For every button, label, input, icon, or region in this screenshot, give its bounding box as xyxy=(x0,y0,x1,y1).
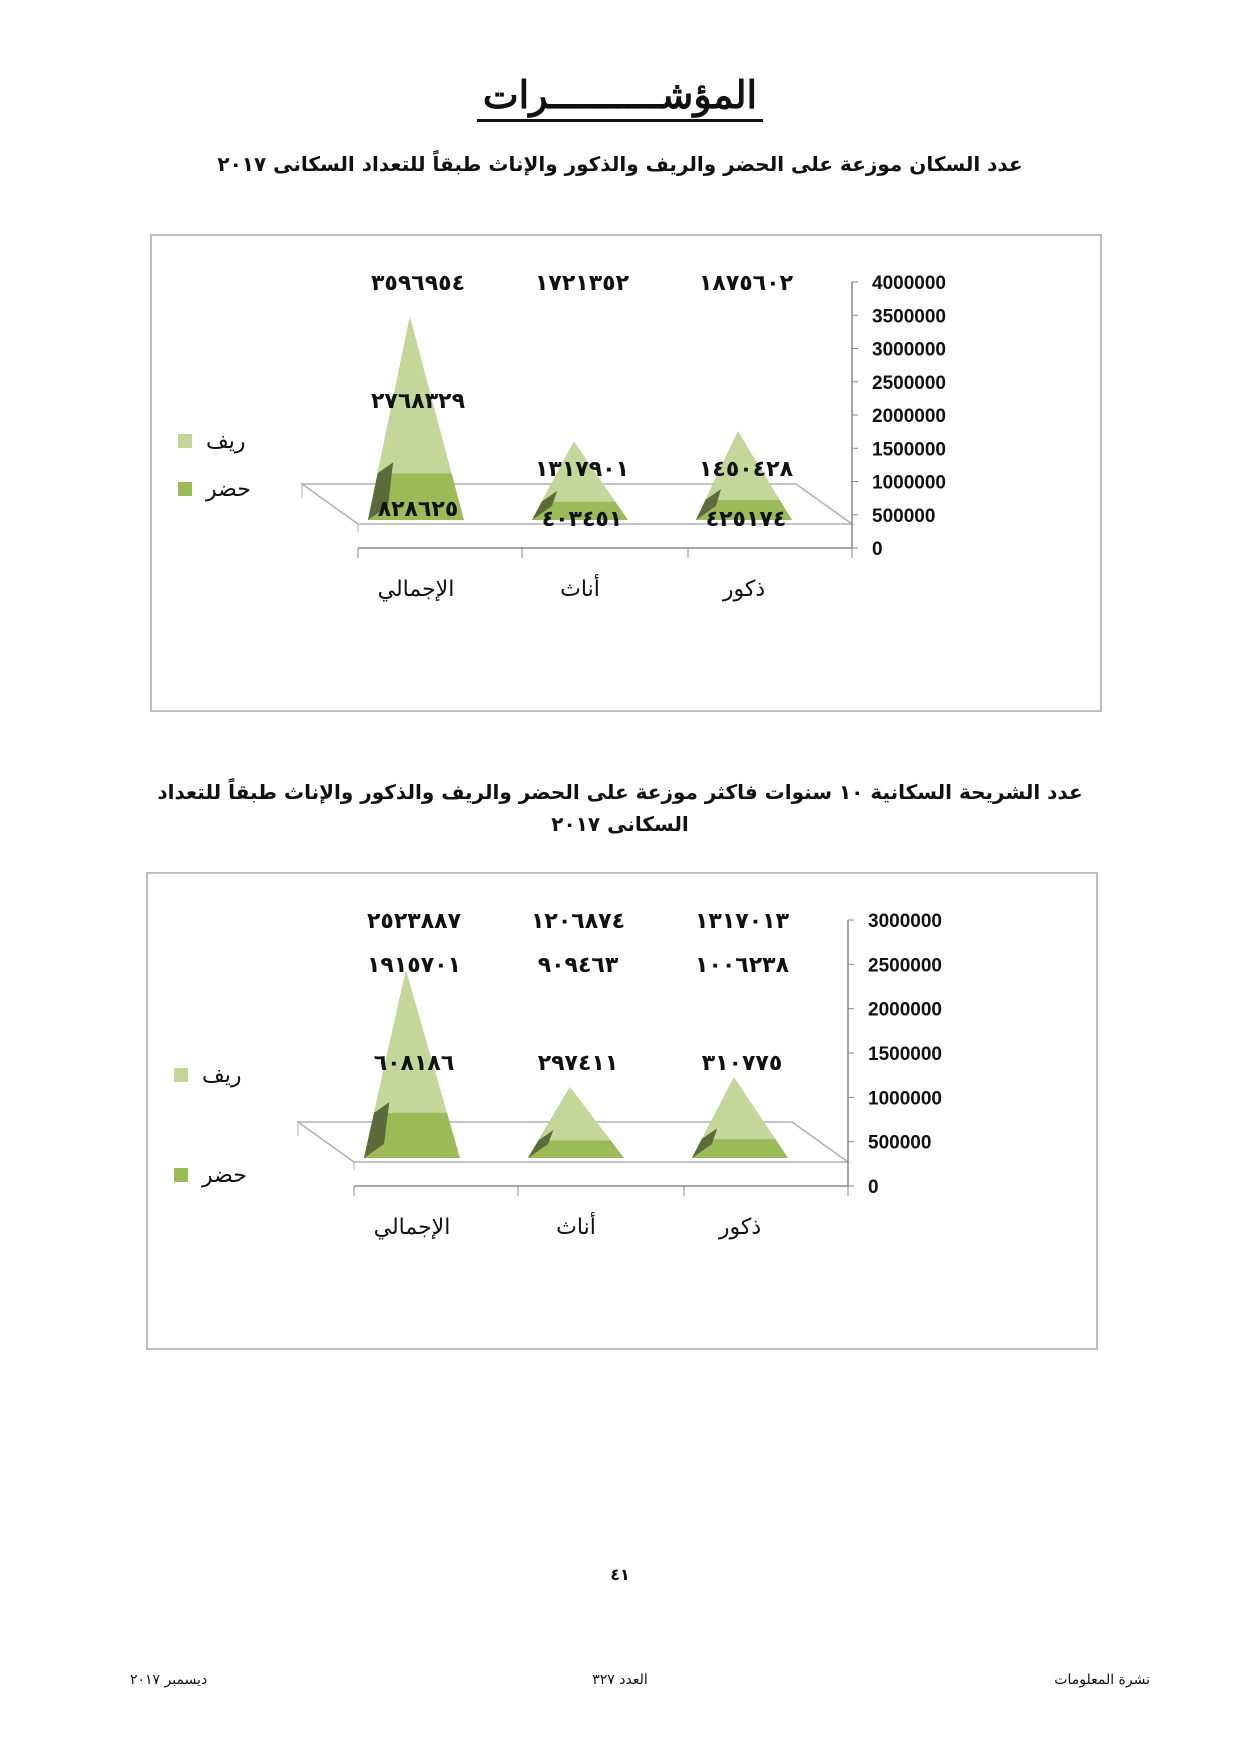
total-value-label: ٢٥٢٣٨٨٧ xyxy=(367,909,461,934)
rural-value-label: ٩٠٩٤٦٣ xyxy=(537,953,619,978)
y-tick-label: 4000000 xyxy=(872,273,946,294)
y-tick-label: 2000000 xyxy=(868,999,942,1021)
rural-value-label: ٢٧٦٨٣٢٩ xyxy=(371,389,465,414)
chart-2-title: عدد الشريحة السكانية ١٠ سنوات فاكثر موزعة على الحضر والريف والذكور والإناث طبقاً للتعداد السكانى ٢٠١٧ xyxy=(157,780,1083,836)
urban-value-label: ٨٢٨٦٢٥ xyxy=(377,497,459,522)
urban-value-label: ٢٩٧٤١١ xyxy=(537,1051,619,1076)
total-value-label: ١٨٧٥٦٠٢ xyxy=(699,271,793,296)
total-value-label: ٣٥٩٦٩٥٤ xyxy=(371,271,465,296)
y-tick-label: 0 xyxy=(872,539,883,560)
legend-label: حضر xyxy=(202,1163,247,1188)
chart-1-svg xyxy=(152,236,1100,710)
chart-1-title: عدد السكان موزعة على الحضر والريف والذكور والإناث طبقاً للتعداد السكانى ٢٠١٧ xyxy=(217,152,1023,176)
rural-value-label: ١٠٠٦٢٣٨ xyxy=(695,953,789,978)
total-value-label: ١٧٢١٣٥٢ xyxy=(535,271,629,296)
y-tick-label: 3000000 xyxy=(868,911,942,932)
category-label: أناث xyxy=(556,1215,596,1240)
pyramid-rural-segment xyxy=(702,1077,775,1139)
legend-swatch xyxy=(178,482,192,496)
chart-2-frame xyxy=(146,872,1098,1350)
chart-2-svg xyxy=(148,874,1096,1348)
y-tick-label: 500000 xyxy=(872,505,936,527)
legend-label: ريف xyxy=(206,429,246,454)
chart-1-frame xyxy=(150,234,1102,712)
pyramid-rural-segment xyxy=(374,970,447,1112)
category-label: أناث xyxy=(560,577,600,602)
legend-swatch xyxy=(174,1168,188,1182)
rural-value-label: ١٣١٧٩٠١ xyxy=(535,457,629,482)
urban-value-label: ٤٢٥١٧٤ xyxy=(705,507,787,532)
page-number: ٤١ xyxy=(610,1565,630,1584)
urban-value-label: ٦٠٨١٨٦ xyxy=(373,1051,455,1076)
y-tick-label: 0 xyxy=(868,1177,879,1198)
total-value-label: ١٢٠٦٨٧٤ xyxy=(531,909,625,934)
page-heading-text: المؤشــــــــــرات xyxy=(477,72,763,122)
page-heading xyxy=(0,72,1240,117)
y-tick-label: 1000000 xyxy=(872,472,946,494)
category-label: ذكور xyxy=(722,577,766,602)
category-label: الإجمالي xyxy=(377,577,455,602)
y-tick-label: 2000000 xyxy=(872,406,946,427)
footer-date: ديسمبر ٢٠١٧ xyxy=(130,1672,208,1688)
category-label: ذكور xyxy=(718,1215,762,1240)
rural-value-label: ١٩١٥٧٠١ xyxy=(367,953,461,978)
y-tick-label: 3000000 xyxy=(872,339,946,361)
pyramid-rural-segment xyxy=(538,1087,610,1141)
footer-publication: نشرة المعلومات xyxy=(1054,1672,1150,1688)
legend-swatch xyxy=(174,1068,188,1082)
category-label: الإجمالي xyxy=(373,1215,451,1240)
y-tick-label: 500000 xyxy=(868,1132,932,1154)
urban-value-label: ٣١٠٧٧٥ xyxy=(701,1051,783,1076)
footer-issue: العدد ٣٢٧ xyxy=(592,1672,648,1688)
y-tick-label: 1500000 xyxy=(872,439,946,461)
rural-value-label: ١٤٥٠٤٢٨ xyxy=(699,457,793,482)
y-tick-label: 2500000 xyxy=(872,372,946,394)
total-value-label: ١٣١٧٠١٣ xyxy=(695,909,789,934)
legend-label: حضر xyxy=(206,477,251,502)
y-tick-label: 3500000 xyxy=(872,306,946,328)
y-tick-label: 1000000 xyxy=(868,1088,942,1110)
y-tick-label: 1500000 xyxy=(868,1044,942,1065)
legend-label: ريف xyxy=(202,1063,242,1088)
y-tick-label: 2500000 xyxy=(868,955,942,977)
urban-value-label: ٤٠٣٤٥١ xyxy=(541,507,623,532)
legend-swatch xyxy=(178,434,192,448)
